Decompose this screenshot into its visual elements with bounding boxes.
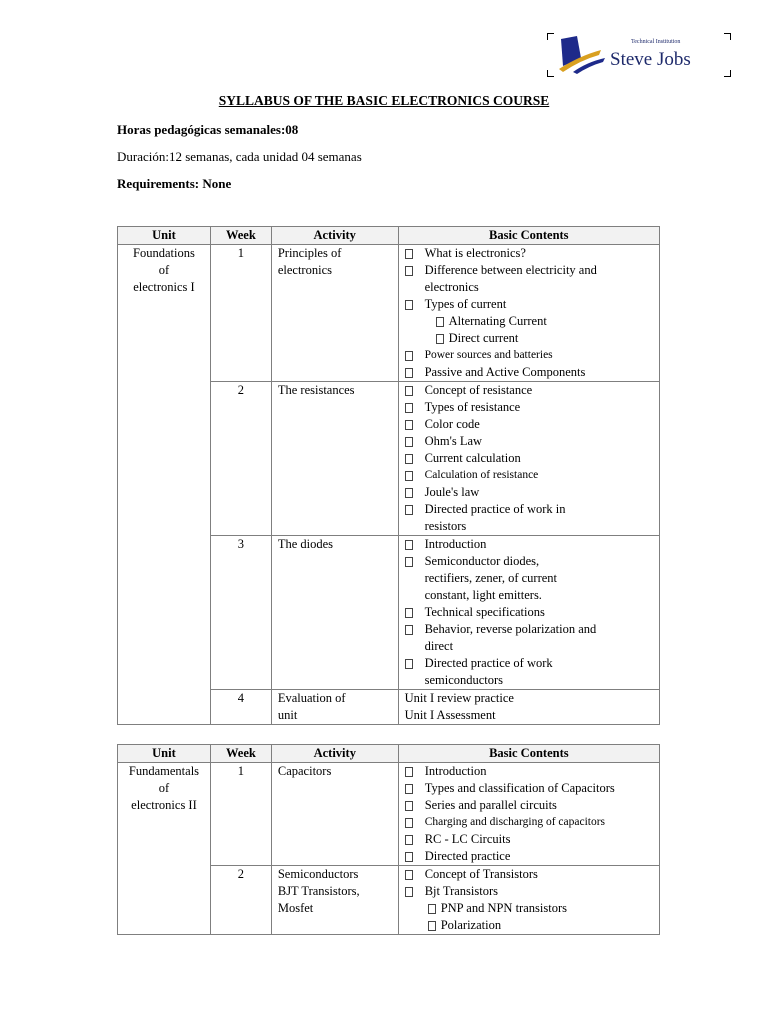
list-item: Directed practice of work in (405, 501, 653, 518)
sub-list-item: PNP and NPN transistors (405, 900, 653, 917)
list-item: Directed practice (405, 848, 653, 865)
header-unit: Unit (118, 227, 211, 245)
contents-cell (398, 763, 659, 866)
week-number: 2 (210, 382, 271, 536)
list-item: Concept of resistance (405, 382, 653, 399)
unit-cell: Foundations of electronics I (118, 245, 211, 725)
week-number: 1 (210, 763, 271, 866)
contents-cell (398, 866, 659, 935)
list-item: Concept of Transistors (405, 866, 653, 883)
activity-cell: Principles of electronics (271, 245, 398, 382)
list-item: Introduction (405, 536, 653, 553)
duration: Duración:12 semanas, cada unidad 04 semanas (117, 149, 362, 164)
activity-cell: Capacitors (271, 763, 398, 866)
sub-list-item: Polarization (405, 917, 653, 934)
list-item: What is electronics? (405, 245, 653, 262)
week-number: 2 (210, 866, 271, 935)
list-item: Charging and discharging of capacitors (405, 814, 653, 831)
list-item: Calculation of resistance (405, 467, 653, 484)
list-item-continued: direct (424, 639, 454, 653)
table-row (118, 245, 660, 382)
list-item: Ohm's Law (405, 433, 653, 450)
requirements: Requirements: None (117, 176, 232, 191)
syllabus-table-unit-1 (117, 226, 660, 725)
header-unit: Unit (118, 745, 211, 763)
list-item: Behavior, reverse polarization and (405, 621, 653, 638)
list-item: Passive and Active Components (405, 364, 653, 381)
list-item-continued: rectifiers, zener, of current (424, 571, 557, 585)
header-activity: Activity (271, 745, 398, 763)
list-item: Bjt Transistors (405, 883, 653, 900)
list-item: Power sources and batteries (405, 347, 653, 364)
list-item: Semiconductor diodes, (405, 553, 653, 570)
contents-cell (398, 245, 659, 382)
book-logo-icon (555, 36, 607, 74)
week-number: 4 (210, 690, 271, 725)
activity-cell: The diodes (271, 536, 398, 690)
list-item: RC - LC Circuits (405, 831, 653, 848)
header-week: Week (210, 227, 271, 245)
header-activity: Activity (271, 227, 398, 245)
list-item: Joule's law (405, 484, 653, 501)
list-item-continued: electronics (424, 280, 479, 294)
list-item: Unit I Assessment (404, 708, 496, 722)
sub-list-item: Alternating Current (405, 313, 653, 330)
logo-subtitle: Technical Institution (631, 39, 681, 45)
activity-cell: Semiconductors BJT Transistors, Mosfet (271, 866, 398, 935)
table-header-row (118, 745, 660, 763)
logo-brand-name: Steve Jobs (610, 49, 691, 70)
list-item: Unit I review practice (404, 691, 514, 705)
list-item: Series and parallel circuits (405, 797, 653, 814)
sub-list-item: Direct current (405, 330, 653, 347)
list-item: Color code (405, 416, 653, 433)
contents-cell (398, 382, 659, 536)
list-item: Introduction (405, 763, 653, 780)
table-row (118, 763, 660, 866)
header-contents: Basic Contents (398, 745, 659, 763)
list-item-continued: resistors (424, 519, 467, 533)
week-number: 3 (210, 536, 271, 690)
list-item: Difference between electricity and (405, 262, 653, 279)
header-contents: Basic Contents (398, 227, 659, 245)
header-week: Week (210, 745, 271, 763)
list-item: Directed practice of work (405, 655, 653, 672)
unit-cell: Fundamentals of electronics II (118, 763, 211, 935)
institution-logo (547, 33, 731, 77)
contents-cell (398, 690, 659, 725)
list-item-continued: semiconductors (424, 673, 504, 687)
list-item-continued: constant, light emitters. (424, 588, 542, 602)
weekly-hours: Horas pedagógicas semanales:08 (117, 122, 299, 137)
contents-cell (398, 536, 659, 690)
list-item: Current calculation (405, 450, 653, 467)
list-item: Types of current (405, 296, 653, 313)
list-item: Types and classification of Capacitors (405, 780, 653, 797)
syllabus-table-unit-2 (117, 744, 660, 935)
list-item: Types of resistance (405, 399, 653, 416)
week-number: 1 (210, 245, 271, 382)
activity-cell: Evaluation of unit (271, 690, 398, 725)
activity-cell: The resistances (271, 382, 398, 536)
document-title: SYLLABUS OF THE BASIC ELECTRONICS COURSE (218, 93, 550, 108)
table-header-row (118, 227, 660, 245)
list-item: Technical specifications (405, 604, 653, 621)
